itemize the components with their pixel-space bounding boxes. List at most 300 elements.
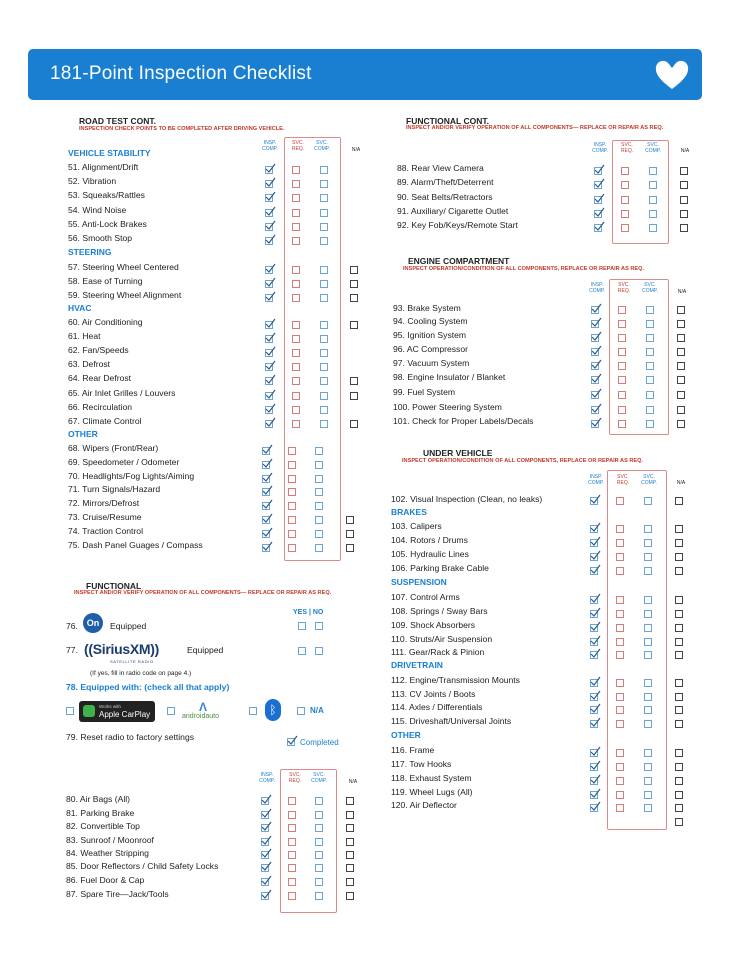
- checkmark-icon: [590, 359, 602, 371]
- na-checkbox[interactable]: [680, 196, 688, 204]
- checkmark-icon: [593, 207, 605, 219]
- yes-checkbox[interactable]: [298, 622, 306, 630]
- checkmark-icon: [261, 472, 273, 484]
- na-checkbox[interactable]: [346, 811, 354, 819]
- svc-comp-checkbox[interactable]: [315, 811, 323, 819]
- svc-req-checkbox[interactable]: [288, 488, 296, 496]
- checklist-item: 88. Rear View Camera: [397, 163, 484, 173]
- na-checkbox[interactable]: [675, 791, 683, 799]
- svc-comp-checkbox[interactable]: [649, 167, 657, 175]
- na-checkbox[interactable]: [675, 539, 683, 547]
- na-checkbox[interactable]: [346, 824, 354, 832]
- na-checkbox[interactable]: [346, 864, 354, 872]
- page-title: 181-Point Inspection Checklist: [50, 63, 312, 84]
- svc-req-checkbox[interactable]: [616, 791, 624, 799]
- svc-req-checkbox[interactable]: [616, 777, 624, 785]
- na-checkbox[interactable]: [346, 516, 354, 524]
- category-brakes: BRAKES: [391, 507, 427, 517]
- svc-comp-checkbox[interactable]: [320, 420, 328, 428]
- checklist-item: 120. Air Deflector: [391, 800, 457, 810]
- checklist-item: 119. Wheel Lugs (All): [391, 787, 473, 797]
- na-checkbox[interactable]: [346, 544, 354, 552]
- svc-comp-checkbox[interactable]: [644, 624, 652, 632]
- svc-comp-checkbox[interactable]: [644, 791, 652, 799]
- svc-comp-checkbox[interactable]: [320, 237, 328, 245]
- svc-req-checkbox[interactable]: [618, 420, 626, 428]
- android-auto-logo: [180, 700, 230, 724]
- svc-req-checkbox[interactable]: [616, 624, 624, 632]
- na-checkbox[interactable]: [680, 224, 688, 232]
- checklist-item: 81. Parking Brake: [66, 808, 135, 818]
- svc-req-checkbox[interactable]: [288, 461, 296, 469]
- bluetooth-checkbox[interactable]: [249, 707, 257, 715]
- svc-req-checkbox[interactable]: [616, 804, 624, 812]
- checkmark-icon: [264, 234, 276, 246]
- checklist-item: 59. Steering Wheel Alignment: [68, 290, 182, 300]
- svc-comp-checkbox[interactable]: [646, 376, 654, 384]
- checklist-item: 84. Weather Stripping: [66, 848, 149, 858]
- na-checkbox[interactable]: [677, 406, 685, 414]
- svc-req-checkbox[interactable]: [621, 210, 629, 218]
- svc-comp-checkbox[interactable]: [320, 180, 328, 188]
- checkmark-icon: [286, 735, 298, 747]
- svc-req-checkbox[interactable]: [292, 420, 300, 428]
- checklist-item: 118. Exhaust System: [391, 773, 472, 783]
- checkmark-icon: [589, 522, 601, 534]
- svc-req-checkbox[interactable]: [288, 475, 296, 483]
- na-checkbox[interactable]: [675, 706, 683, 714]
- svc-comp-checkbox[interactable]: [320, 321, 328, 329]
- svc-comp-checkbox[interactable]: [320, 209, 328, 217]
- svc-req-checkbox[interactable]: [288, 878, 296, 886]
- checkmark-icon: [260, 889, 272, 901]
- svc-comp-checkbox[interactable]: [644, 651, 652, 659]
- svc-comp-checkbox[interactable]: [315, 864, 323, 872]
- svc-req-checkbox[interactable]: [621, 196, 629, 204]
- svc-comp-checkbox[interactable]: [315, 544, 323, 552]
- svc-req-checkbox[interactable]: [616, 651, 624, 659]
- checkmark-icon: [589, 635, 601, 647]
- svc-comp-checkbox[interactable]: [320, 349, 328, 357]
- svc-req-header: SVC. REQ.: [291, 140, 305, 152]
- category-drivetrain: DRIVETRAIN: [391, 660, 443, 670]
- svc-comp-checkbox[interactable]: [649, 196, 657, 204]
- svc-req-checkbox[interactable]: [616, 553, 624, 561]
- svc-req-checkbox[interactable]: [288, 530, 296, 538]
- svc-comp-checkbox[interactable]: [320, 280, 328, 288]
- svc-req-checkbox[interactable]: [288, 544, 296, 552]
- checklist-item: 95. Ignition System: [393, 330, 467, 340]
- checklist-item: 111. Gear/Rack & Pinion: [391, 647, 485, 657]
- svc-comp-checkbox[interactable]: [320, 266, 328, 274]
- na-checkbox[interactable]: [350, 266, 358, 274]
- svc-req-checkbox[interactable]: [288, 892, 296, 900]
- svc-req-checkbox[interactable]: [288, 447, 296, 455]
- checkmark-icon: [260, 875, 272, 887]
- na-checkbox[interactable]: [346, 797, 354, 805]
- checkmark-icon: [593, 164, 605, 176]
- na-checkbox[interactable]: [675, 596, 683, 604]
- svc-comp-checkbox[interactable]: [646, 406, 654, 414]
- android-auto-label: androidauto: [182, 713, 219, 720]
- category-suspension: SUSPENSION: [391, 577, 447, 587]
- svc-comp-checkbox[interactable]: [315, 530, 323, 538]
- na-checkbox[interactable]: [346, 851, 354, 859]
- svc-comp-checkbox[interactable]: [646, 306, 654, 314]
- item-77-label: Equipped: [187, 645, 224, 655]
- svc-comp-checkbox[interactable]: [320, 363, 328, 371]
- svc-comp-checkbox[interactable]: [644, 539, 652, 547]
- na-checkbox[interactable]: [677, 376, 685, 384]
- svc-req-checkbox[interactable]: [616, 539, 624, 547]
- checkmark-icon: [261, 513, 273, 525]
- svc-req-header: SVC. REQ.: [617, 282, 631, 294]
- checklist-item: 89. Alarm/Theft/Deterrent: [397, 177, 494, 187]
- svc-req-checkbox[interactable]: [616, 638, 624, 646]
- checkmark-icon: [589, 593, 601, 605]
- svc-comp-checkbox[interactable]: [644, 610, 652, 618]
- checklist-item: 85. Door Reflectors / Child Safety Locks: [66, 861, 219, 871]
- checkmark-icon: [589, 564, 601, 576]
- svc-req-checkbox[interactable]: [621, 167, 629, 175]
- svc-req-header: SVC. REQ.: [288, 772, 302, 784]
- svc-req-checkbox[interactable]: [288, 516, 296, 524]
- svc-comp-checkbox[interactable]: [646, 334, 654, 342]
- checkmark-icon: [590, 317, 602, 329]
- svc-req-checkbox[interactable]: [618, 391, 626, 399]
- checkmark-icon: [264, 263, 276, 275]
- svc-comp-header: SVC. COMP.: [645, 142, 661, 154]
- svc-comp-checkbox[interactable]: [646, 348, 654, 356]
- item-77-number: 77.: [66, 645, 78, 655]
- svc-req-checkbox[interactable]: [616, 596, 624, 604]
- checklist-item: 54. Wind Noise: [68, 205, 127, 215]
- functional-cont-heading: FUNCTIONAL CONT.: [406, 116, 489, 126]
- svc-comp-checkbox[interactable]: [644, 706, 652, 714]
- svc-comp-checkbox[interactable]: [644, 804, 652, 812]
- svc-comp-checkbox[interactable]: [315, 838, 323, 846]
- checkmark-icon: [260, 821, 272, 833]
- svc-req-checkbox[interactable]: [616, 693, 624, 701]
- svc-comp-checkbox[interactable]: [320, 223, 328, 231]
- checklist-item: 57. Steering Wheel Centered: [68, 262, 179, 272]
- checkmark-icon: [260, 848, 272, 860]
- svc-comp-checkbox[interactable]: [644, 638, 652, 646]
- na-checkbox[interactable]: [346, 530, 354, 538]
- svc-req-checkbox[interactable]: [616, 706, 624, 714]
- svc-req-checkbox[interactable]: [618, 362, 626, 370]
- checklist-item: 71. Turn Signals/Hazard: [68, 484, 161, 494]
- android-auto-checkbox[interactable]: [167, 707, 175, 715]
- svc-comp-checkbox[interactable]: [315, 461, 323, 469]
- svc-req-checkbox[interactable]: [292, 223, 300, 231]
- functional-cont-subheading: INSPECT AND/OR VERIFY OPERATION OF ALL COMPONENTS— REPLACE OR REPAIR AS REQ.: [406, 125, 664, 131]
- na-checkbox[interactable]: [675, 720, 683, 728]
- svc-comp-checkbox[interactable]: [646, 420, 654, 428]
- svc-comp-checkbox[interactable]: [646, 320, 654, 328]
- na-checkbox[interactable]: [677, 420, 685, 428]
- checklist-item: 65. Air Inlet Grilles / Louvers: [68, 388, 176, 398]
- checkmark-icon: [589, 717, 601, 729]
- svc-req-checkbox[interactable]: [292, 194, 300, 202]
- na-option-checkbox[interactable]: [297, 707, 305, 715]
- svc-comp-checkbox[interactable]: [649, 210, 657, 218]
- na-checkbox[interactable]: [677, 348, 685, 356]
- svc-req-checkbox[interactable]: [621, 181, 629, 189]
- svc-req-checkbox[interactable]: [292, 363, 300, 371]
- svc-comp-checkbox[interactable]: [315, 502, 323, 510]
- checklist-item: 73. Cruise/Resume: [68, 512, 142, 522]
- svc-comp-checkbox[interactable]: [315, 824, 323, 832]
- no-checkbox[interactable]: [315, 647, 323, 655]
- svc-comp-header: SVC. COMP.: [642, 282, 658, 294]
- svc-req-checkbox[interactable]: [618, 320, 626, 328]
- svc-req-checkbox[interactable]: [292, 180, 300, 188]
- svc-req-checkbox[interactable]: [292, 321, 300, 329]
- na-checkbox[interactable]: [675, 693, 683, 701]
- checkmark-icon: [264, 177, 276, 189]
- checkmark-icon: [264, 403, 276, 415]
- svc-comp-checkbox[interactable]: [320, 194, 328, 202]
- svc-comp-checkbox[interactable]: [320, 377, 328, 385]
- svc-comp-checkbox[interactable]: [649, 224, 657, 232]
- svc-comp-checkbox[interactable]: [320, 294, 328, 302]
- svc-comp-checkbox[interactable]: [315, 447, 323, 455]
- na-header: N/A: [677, 289, 687, 295]
- svc-req-checkbox[interactable]: [288, 811, 296, 819]
- na-checkbox[interactable]: [675, 651, 683, 659]
- na-checkbox[interactable]: [675, 553, 683, 561]
- heart-logo-icon: [652, 55, 692, 95]
- svc-comp-header: SVC. COMP.: [314, 140, 330, 152]
- svc-req-checkbox[interactable]: [618, 306, 626, 314]
- na-checkbox[interactable]: [680, 167, 688, 175]
- checklist-item: 51. Alignment/Drift: [68, 162, 139, 172]
- svc-comp-checkbox[interactable]: [320, 335, 328, 343]
- svc-comp-checkbox[interactable]: [320, 406, 328, 414]
- na-checkbox[interactable]: [350, 321, 358, 329]
- category-other: OTHER: [391, 730, 421, 740]
- svc-req-checkbox[interactable]: [288, 838, 296, 846]
- insp-comp-header: INSP. COMP.: [589, 282, 605, 294]
- na-header: N/A: [351, 147, 361, 153]
- svc-comp-checkbox[interactable]: [315, 892, 323, 900]
- svc-req-checkbox[interactable]: [288, 864, 296, 872]
- na-checkbox[interactable]: [675, 763, 683, 771]
- svc-req-checkbox[interactable]: [292, 294, 300, 302]
- checklist-item: 68. Wipers (Front/Rear): [68, 443, 159, 453]
- svc-req-checkbox[interactable]: [618, 406, 626, 414]
- svc-req-checkbox[interactable]: [292, 377, 300, 385]
- svc-req-checkbox[interactable]: [618, 334, 626, 342]
- na-checkbox[interactable]: [675, 624, 683, 632]
- svc-comp-checkbox[interactable]: [646, 391, 654, 399]
- svc-comp-checkbox[interactable]: [644, 596, 652, 604]
- yes-no-header: YES | NO: [293, 609, 324, 616]
- svc-comp-checkbox[interactable]: [644, 567, 652, 575]
- svc-req-checkbox[interactable]: [621, 224, 629, 232]
- apple-carplay-badge: [79, 701, 155, 722]
- svc-req-checkbox[interactable]: [618, 376, 626, 384]
- svc-req-checkbox[interactable]: [292, 166, 300, 174]
- checklist-item: 82. Convertible Top: [66, 821, 140, 831]
- svc-comp-checkbox[interactable]: [320, 166, 328, 174]
- insp-comp-header: INSP. COMP.: [588, 474, 604, 486]
- checkmark-icon: [590, 303, 602, 315]
- svc-comp-checkbox[interactable]: [644, 693, 652, 701]
- road-test-heading: ROAD TEST CONT.: [79, 116, 156, 126]
- na-checkbox[interactable]: [677, 320, 685, 328]
- category-hvac: HVAC: [68, 303, 92, 313]
- na-checkbox[interactable]: [675, 567, 683, 575]
- na-checkbox[interactable]: [675, 818, 683, 826]
- svc-comp-checkbox[interactable]: [644, 525, 652, 533]
- svc-comp-checkbox[interactable]: [644, 720, 652, 728]
- na-checkbox[interactable]: [677, 391, 685, 399]
- svc-req-checkbox[interactable]: [288, 824, 296, 832]
- onstar-logo: On: [83, 613, 103, 633]
- na-checkbox[interactable]: [346, 878, 354, 886]
- svc-comp-checkbox[interactable]: [315, 488, 323, 496]
- checklist-item: 96. AC Compressor: [393, 344, 468, 354]
- checklist-item: 80. Air Bags (All): [66, 794, 130, 804]
- carplay-checkbox[interactable]: [66, 707, 74, 715]
- na-checkbox[interactable]: [350, 420, 358, 428]
- na-checkbox[interactable]: [350, 392, 358, 400]
- checkmark-icon: [589, 774, 601, 786]
- na-checkbox[interactable]: [350, 294, 358, 302]
- svc-req-checkbox[interactable]: [616, 720, 624, 728]
- checklist-item: 75. Dash Panel Guages / Compass: [68, 540, 203, 550]
- svc-req-checkbox[interactable]: [292, 209, 300, 217]
- svc-comp-checkbox[interactable]: [315, 475, 323, 483]
- no-checkbox[interactable]: [315, 622, 323, 630]
- svc-req-header: SVC. REQ.: [620, 142, 634, 154]
- na-checkbox[interactable]: [675, 679, 683, 687]
- na-checkbox[interactable]: [677, 334, 685, 342]
- svc-comp-header: SVC. COMP.: [311, 772, 327, 784]
- na-checkbox[interactable]: [346, 838, 354, 846]
- checkmark-icon: [590, 417, 602, 429]
- checklist-item: 114. Axles / Differentials: [391, 702, 483, 712]
- svc-comp-checkbox[interactable]: [644, 679, 652, 687]
- svc-req-checkbox[interactable]: [616, 749, 624, 757]
- na-checkbox[interactable]: [680, 181, 688, 189]
- svc-comp-checkbox[interactable]: [315, 797, 323, 805]
- svc-req-checkbox[interactable]: [616, 497, 624, 505]
- under-vehicle-heading: UNDER VEHICLE: [423, 448, 493, 458]
- na-checkbox[interactable]: [346, 892, 354, 900]
- na-checkbox[interactable]: [675, 610, 683, 618]
- checkmark-icon: [264, 163, 276, 175]
- na-checkbox[interactable]: [350, 377, 358, 385]
- svc-comp-checkbox[interactable]: [644, 553, 652, 561]
- svc-columns-outline: [607, 470, 667, 830]
- checkmark-icon: [589, 550, 601, 562]
- na-checkbox[interactable]: [675, 525, 683, 533]
- yes-checkbox[interactable]: [298, 647, 306, 655]
- svc-req-checkbox[interactable]: [292, 392, 300, 400]
- checklist-item: 74. Traction Control: [68, 526, 143, 536]
- checkmark-icon: [593, 178, 605, 190]
- svc-comp-checkbox[interactable]: [649, 181, 657, 189]
- svc-req-checkbox[interactable]: [288, 851, 296, 859]
- checklist-item: 83. Sunroof / Moonroof: [66, 835, 154, 845]
- functional-heading: FUNCTIONAL: [86, 581, 142, 591]
- svc-comp-checkbox[interactable]: [646, 362, 654, 370]
- svc-comp-checkbox[interactable]: [644, 777, 652, 785]
- checkmark-icon: [589, 760, 601, 772]
- na-checkbox[interactable]: [675, 749, 683, 757]
- svc-req-checkbox[interactable]: [616, 525, 624, 533]
- na-header: N/A: [348, 779, 358, 785]
- svc-req-checkbox[interactable]: [616, 567, 624, 575]
- svc-comp-checkbox[interactable]: [644, 497, 652, 505]
- na-header: N/A: [680, 148, 690, 154]
- svc-comp-checkbox[interactable]: [315, 878, 323, 886]
- svc-req-checkbox[interactable]: [616, 679, 624, 687]
- svc-req-checkbox[interactable]: [292, 280, 300, 288]
- svc-req-checkbox[interactable]: [616, 610, 624, 618]
- completed-label: Completed: [300, 738, 339, 747]
- carplay-works-with: Works with: [99, 704, 121, 709]
- android-auto-icon: Λ: [199, 700, 208, 714]
- svc-req-checkbox[interactable]: [292, 237, 300, 245]
- svc-req-checkbox[interactable]: [288, 797, 296, 805]
- na-checkbox[interactable]: [680, 210, 688, 218]
- checklist-item: 112. Engine/Transmission Mounts: [391, 675, 520, 685]
- svc-comp-checkbox[interactable]: [644, 749, 652, 757]
- svc-req-checkbox[interactable]: [288, 502, 296, 510]
- checkmark-icon: [260, 835, 272, 847]
- checklist-item: 108. Springs / Sway Bars: [391, 606, 488, 616]
- svc-comp-checkbox[interactable]: [644, 763, 652, 771]
- svc-req-checkbox[interactable]: [292, 406, 300, 414]
- checklist-item: 87. Spare Tire—Jack/Tools: [66, 889, 169, 899]
- na-checkbox[interactable]: [350, 280, 358, 288]
- na-checkbox[interactable]: [675, 497, 683, 505]
- svc-comp-checkbox[interactable]: [320, 392, 328, 400]
- svc-req-header: SVC. REQ.: [616, 474, 630, 486]
- na-checkbox[interactable]: [675, 777, 683, 785]
- checkmark-icon: [264, 191, 276, 203]
- checkmark-icon: [593, 221, 605, 233]
- bluetooth-icon: ᛒ: [265, 699, 281, 721]
- checkmark-icon: [590, 403, 602, 415]
- item-78-label: 78. Equipped with: (check all that apply): [66, 682, 230, 692]
- checklist-item: 63. Defrost: [68, 359, 111, 369]
- na-checkbox[interactable]: [675, 638, 683, 646]
- carplay-label: Apple CarPlay: [99, 710, 151, 719]
- sirius-note: (If yes, fill in radio code on page 4.): [90, 670, 192, 677]
- checklist-item: 91. Auxiliary/ Cigarette Outlet: [397, 206, 509, 216]
- na-checkbox[interactable]: [677, 362, 685, 370]
- svc-comp-checkbox[interactable]: [315, 851, 323, 859]
- svc-req-checkbox[interactable]: [292, 335, 300, 343]
- svc-req-checkbox[interactable]: [616, 763, 624, 771]
- svc-req-checkbox[interactable]: [618, 348, 626, 356]
- svc-comp-checkbox[interactable]: [315, 516, 323, 524]
- na-checkbox[interactable]: [675, 804, 683, 812]
- engine-heading: ENGINE COMPARTMENT: [408, 256, 510, 266]
- svc-req-checkbox[interactable]: [292, 349, 300, 357]
- checklist-item: 66. Recirculation: [68, 402, 133, 412]
- checklist-item: 115. Driveshaft/Universal Joints: [391, 716, 512, 726]
- checkmark-icon: [260, 794, 272, 806]
- checklist-item: 109. Shock Absorbers: [391, 620, 476, 630]
- svc-req-checkbox[interactable]: [292, 266, 300, 274]
- na-checkbox[interactable]: [677, 306, 685, 314]
